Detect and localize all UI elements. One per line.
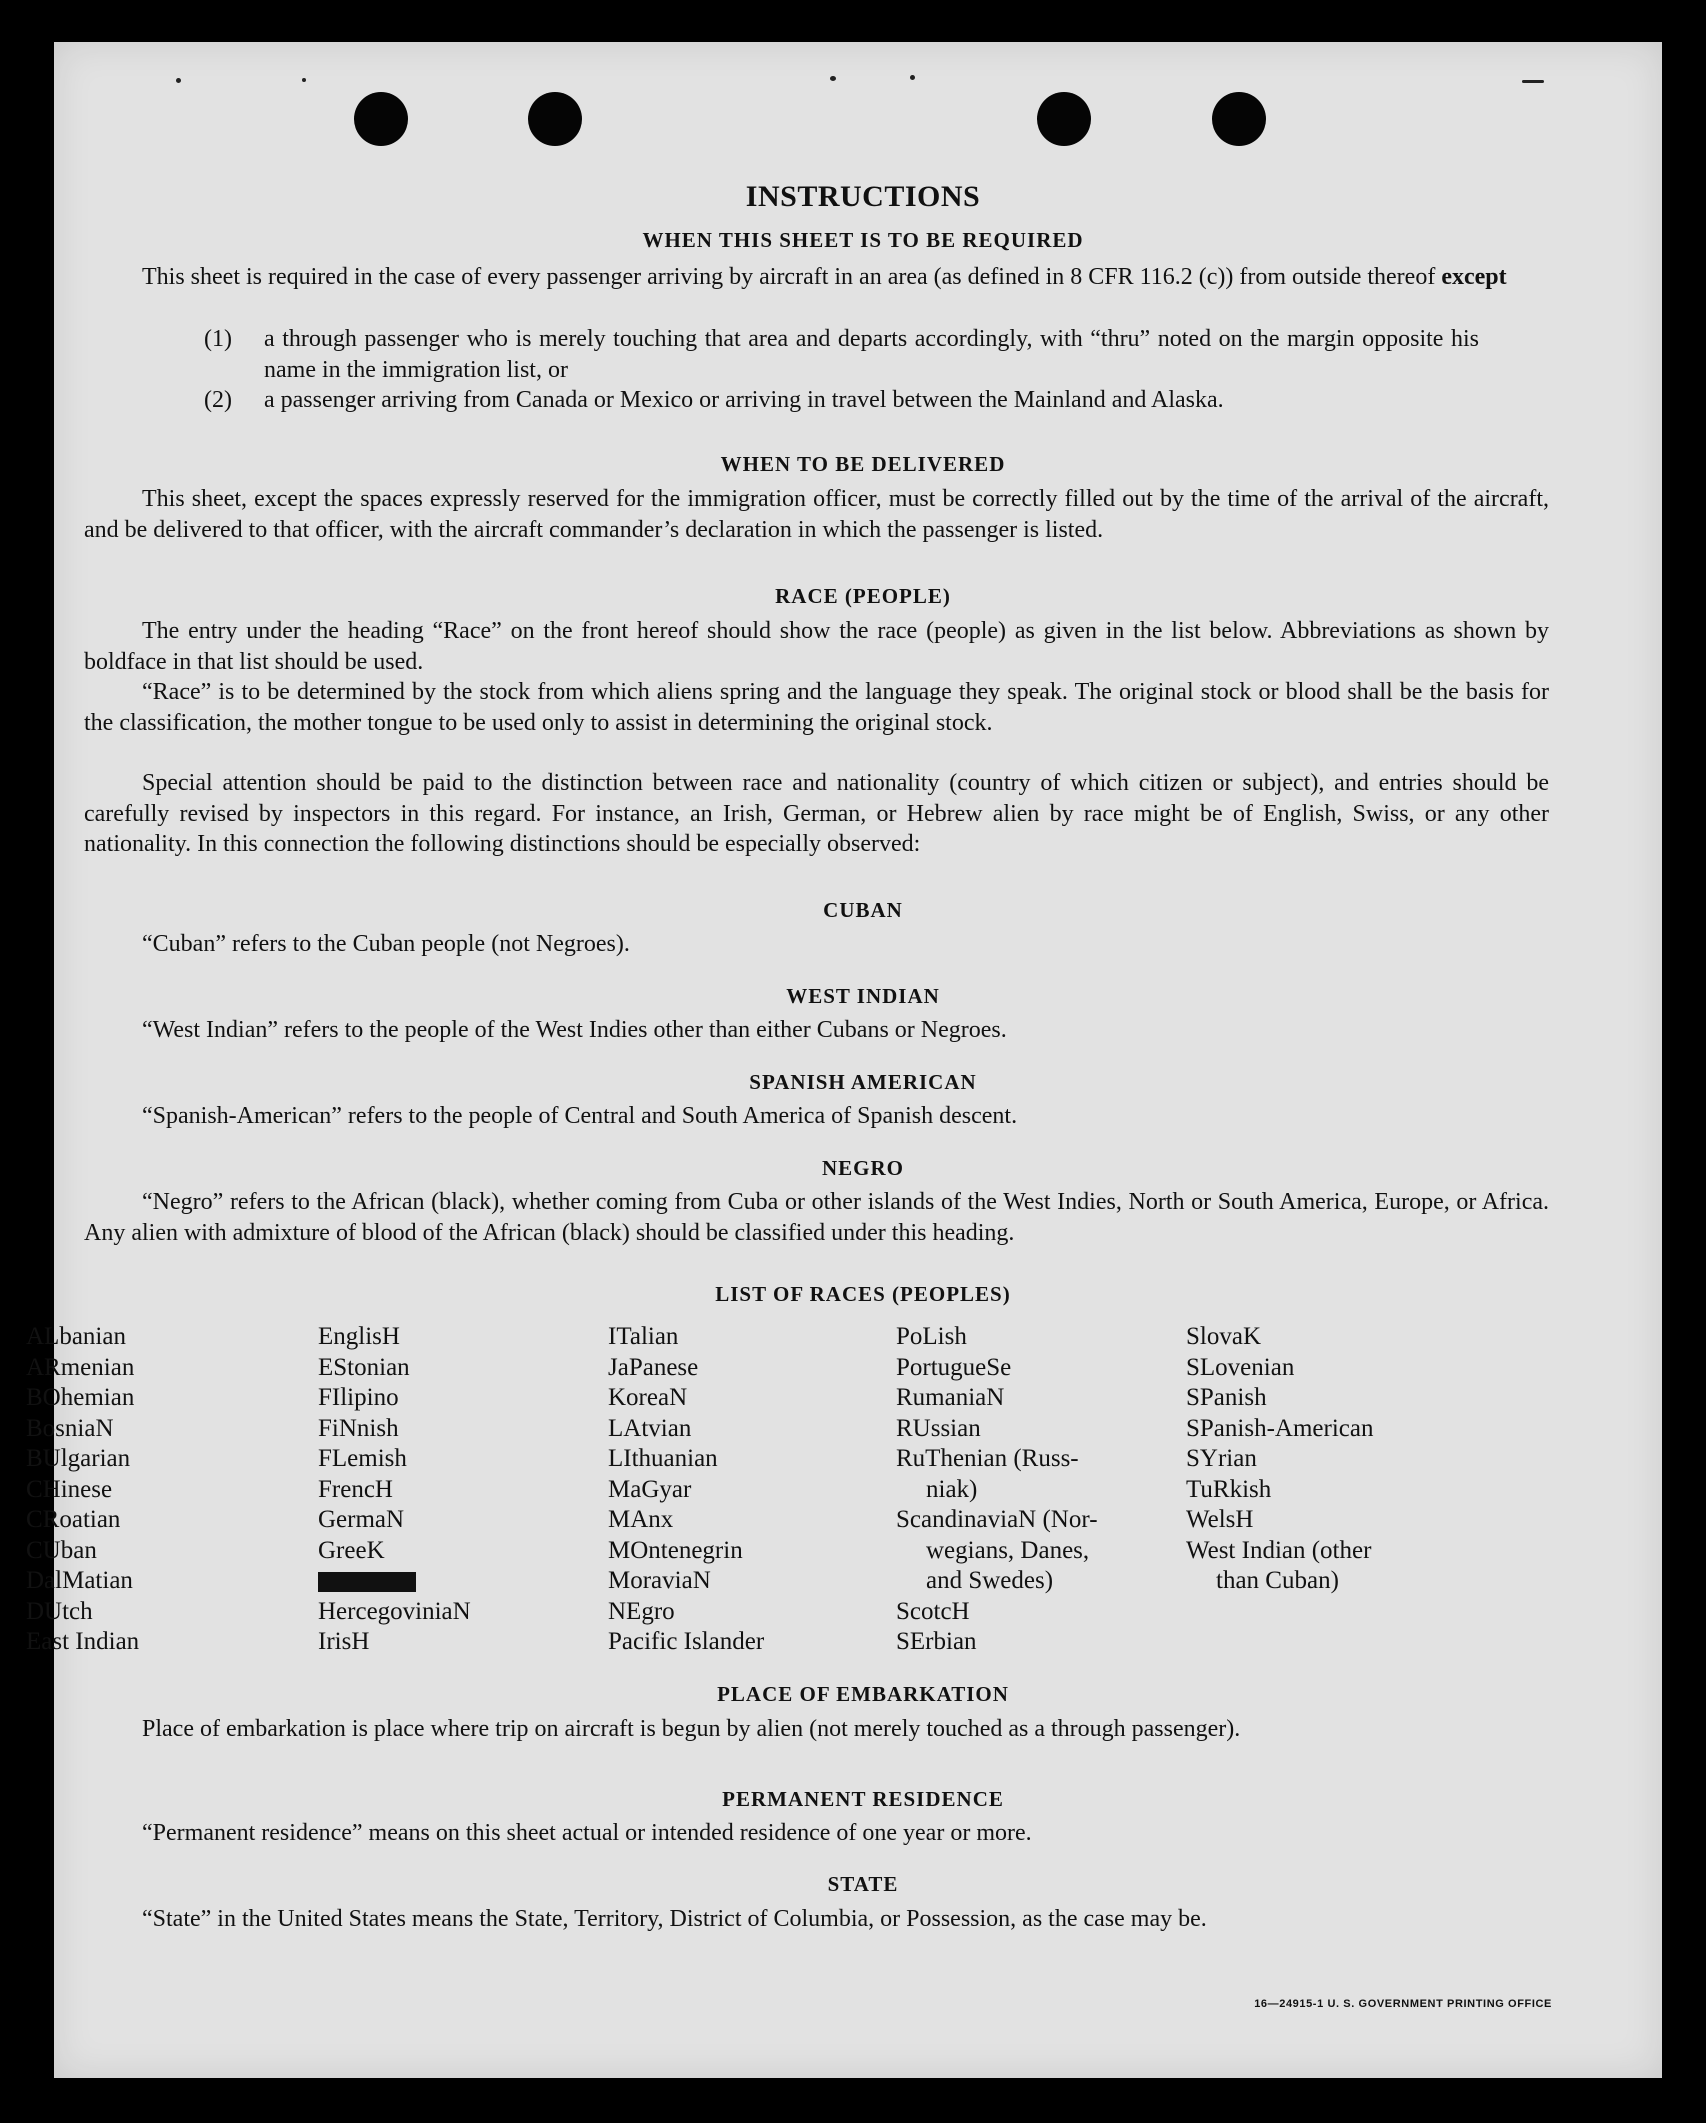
paragraph-embarkation: Place of embarkation is place where trip on aircraft is begun by alien (not merely touched as a through passenger). — [142, 1716, 1241, 1742]
race-entry-continuation: and Swedes) — [926, 1567, 1054, 1594]
race-entry: BosniaN — [26, 1414, 114, 1442]
race-entry: KoreaN — [608, 1384, 688, 1411]
race-entry: RuThenian (Russ- — [896, 1445, 1079, 1472]
paragraph-west-indian: “West Indian” refers to the people of the West Indies other than either Cubans or Negroes. — [142, 1017, 1007, 1043]
race-entry: EStonian — [318, 1353, 410, 1381]
race-entry: LIthuanian — [608, 1445, 718, 1472]
race-entry: FiNnish — [318, 1414, 399, 1442]
race-entry: FrencH — [318, 1475, 393, 1503]
race-entry: NEgro — [608, 1597, 675, 1625]
race-entry: CRoatian — [26, 1506, 121, 1533]
race-entry: SPanish — [1186, 1384, 1267, 1411]
heading-west-indian: WEST INDIAN — [786, 984, 940, 1008]
paragraph-race-3: Special attention should be paid to the distinction between race and nationality (country of which citizen or subject), and entries should be carefully revised by inspectors in this regard. For instance, an Irish, German, or Hebrew alien by race might be of English, Swiss, or any other nationality. In this connection the following distinctions should be especially observed: — [84, 770, 1549, 857]
race-entry-continuation: than Cuban) — [1216, 1567, 1339, 1594]
heading-permanent-residence: PERMANENT RESIDENCE — [722, 1787, 1004, 1811]
race-entry: ITalian — [608, 1323, 679, 1350]
race-entry: CHinese — [26, 1475, 113, 1503]
race-entry: JaPanese — [608, 1353, 699, 1381]
heading-state: STATE — [827, 1872, 899, 1896]
race-entry: GermaN — [318, 1506, 405, 1533]
race-entry: SPanish-American — [1186, 1414, 1374, 1442]
heading-when-required: WHEN THIS SHEET IS TO BE REQUIRED — [642, 228, 1084, 252]
race-entry: MoraviaN — [608, 1567, 711, 1594]
race-entry: LAtvian — [608, 1414, 692, 1442]
heading-cuban: CUBAN — [823, 898, 903, 922]
race-entry: MAnx — [608, 1506, 674, 1533]
race-entry: ScandinaviaN (Nor- — [896, 1506, 1098, 1533]
race-entry: TuRkish — [1186, 1475, 1272, 1503]
race-entry: GreeK — [318, 1536, 385, 1564]
heading-when-delivered: WHEN TO BE DELIVERED — [720, 452, 1006, 476]
race-entry: FIlipino — [318, 1384, 399, 1411]
heading-race: RACE (PEOPLE) — [775, 584, 951, 608]
race-entry: ScotcH — [896, 1597, 970, 1625]
required-intro-text: This sheet is required in the case of every passenger arriving by aircraft in an area (as defined in 8 CFR 116.2 (c)) from outside thereof — [142, 264, 1436, 290]
race-entry: DalMatian — [26, 1567, 133, 1594]
race-entry: HercegoviniaN — [318, 1597, 471, 1625]
page-title: INSTRUCTIONS — [745, 180, 981, 213]
item-number: (2) — [204, 387, 232, 413]
race-entry: ALbanian — [26, 1323, 126, 1350]
race-entry-continuation: wegians, Danes, — [926, 1536, 1090, 1564]
race-entry: Pacific Islander — [608, 1628, 765, 1655]
race-entry: BOhemian — [26, 1384, 135, 1411]
race-entry: WelsH — [1186, 1506, 1254, 1533]
item-text: a through passenger who is merely touching that area and departs accordingly, with “thru” noted on the margin opposite his name in the immigration list, or — [264, 326, 1479, 383]
race-entry: MOntenegrin — [608, 1536, 743, 1564]
race-entry: SErbian — [896, 1628, 977, 1655]
race-entry: IrisH — [318, 1628, 370, 1655]
paragraph-delivered: This sheet, except the spaces expressly reserved for the immigration officer, must be correctly filled out by the time of the arrival of the aircraft, and be delivered to that officer, with the aircraft commander’s declaration in which the passenger is listed. — [84, 486, 1549, 543]
paragraph-race-2: “Race” is to be determined by the stock from which aliens spring and the language they speak. The original stock or blood shall be the basis for the classification, the mother tongue to be used only to assist in determining the original stock. — [84, 679, 1549, 736]
paragraph-negro: “Negro” refers to the African (black), whether coming from Cuba or other islands of the West Indies, North or South America, Europe, or Africa. Any alien with admixture of blood of the African (black) should be classified under this heading. — [84, 1189, 1549, 1246]
race-entry: EnglisH — [318, 1323, 400, 1350]
race-entry: FLemish — [318, 1445, 407, 1472]
required-except: except — [1441, 264, 1507, 290]
heading-spanish-american: SPANISH AMERICAN — [749, 1070, 977, 1094]
heading-negro: NEGRO — [821, 1156, 904, 1180]
race-entry: RUssian — [896, 1414, 981, 1442]
paragraph-race-1: The entry under the heading “Race” on the front hereof should show the race (people) as given in the list below. Abbreviations as shown by boldface in that list should be used. — [84, 618, 1549, 675]
race-entry: West Indian (other — [1186, 1536, 1372, 1564]
race-entry-continuation: niak) — [926, 1475, 978, 1503]
paragraph-cuban: “Cuban” refers to the Cuban people (not Negroes). — [142, 931, 630, 957]
race-entry: ARmenian — [26, 1353, 135, 1381]
race-entry: SYrian — [1186, 1445, 1257, 1472]
race-entry: MaGyar — [608, 1475, 692, 1503]
race-entry: PortugueSe — [896, 1353, 1012, 1381]
item-text: a passenger arriving from Canada or Mexico or arriving in travel between the Mainland and Alaska. — [264, 387, 1224, 413]
printing-office-code: 16—24915-1 U. S. GOVERNMENT PRINTING OFFICE — [1254, 1998, 1552, 2010]
item-number: (1) — [204, 326, 232, 352]
race-entry: PoLish — [896, 1323, 967, 1350]
heading-list-of-races: LIST OF RACES (PEOPLES) — [715, 1282, 1011, 1306]
race-entry: SlovaK — [1186, 1323, 1261, 1350]
paragraph-spanish-american: “Spanish-American” refers to the people of Central and South America of Spanish descent. — [142, 1103, 1018, 1129]
heading-embarkation: PLACE OF EMBARKATION — [717, 1682, 1009, 1706]
paragraph-state: “State” in the United States means the State, Territory, District of Columbia, or Possession, as the case may be. — [142, 1906, 1207, 1932]
race-entry: BUlgarian — [26, 1445, 131, 1472]
paragraph-permanent-residence: “Permanent residence” means on this sheet actual or intended residence of one year or more. — [142, 1820, 1032, 1846]
race-entry: SLovenian — [1186, 1353, 1295, 1381]
race-entry: RumaniaN — [896, 1384, 1005, 1411]
race-entry: DUtch — [26, 1597, 93, 1625]
race-entry: CUban — [26, 1536, 97, 1564]
race-entry: East Indian — [26, 1628, 140, 1655]
